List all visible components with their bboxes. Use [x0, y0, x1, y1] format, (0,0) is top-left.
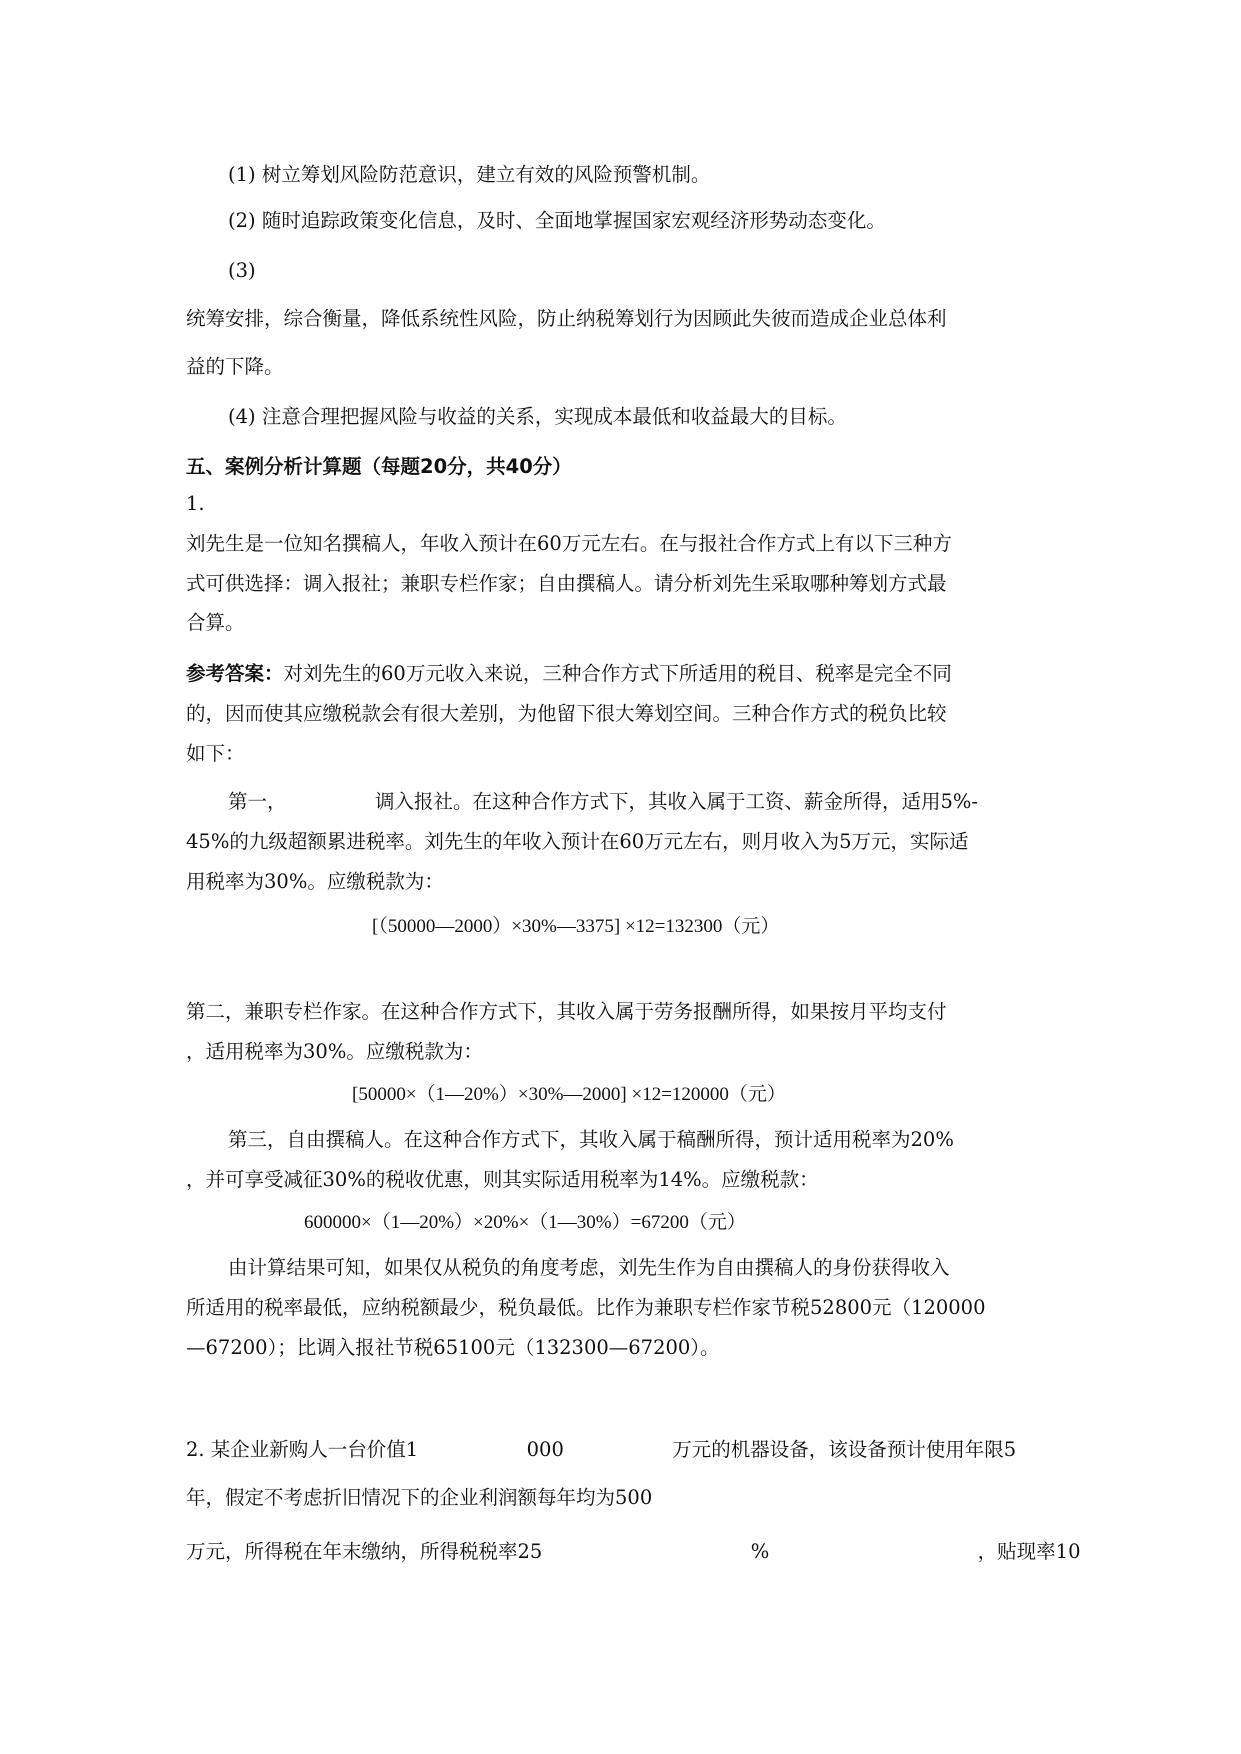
third-option-line1: 第三，自由撰稿人。在这种合作方式下，其收入属于稿酬所得，预计适用税率为20% [228, 1128, 954, 1151]
conclusion-line1: 由计算结果可知，如果仅从税负的角度考虑，刘先生作为自由撰稿人的身份获得收入 [228, 1256, 950, 1279]
question-2-text-a: 2. 某企业新购人一台价值1 [186, 1438, 419, 1461]
conclusion-line3: —67200）；比调入报社节税65100元（132300—67200）。 [186, 1336, 720, 1359]
answer-label: 参考答案： [186, 662, 284, 685]
question-2-text-b: 000 [526, 1438, 564, 1461]
first-option-line2: 45%的九级超额累进税率。刘先生的年收入预计在60万元左右，则月收入为5万元，实际适 [186, 830, 969, 853]
risk-item-3-line2: 益的下降。 [186, 355, 284, 378]
question-2-text-c: 万元的机器设备，该设备预计使用年限5 [672, 1438, 1017, 1461]
section-heading: 五、案例分析计算题（每题20分，共40分） [186, 455, 572, 478]
question-2-text-e: % [750, 1540, 770, 1563]
question-2-text-d: 万元，所得税在年末缴纳，所得税税率25 [186, 1540, 543, 1563]
first-option-line3: 用税率为30%。应缴税款为： [186, 870, 444, 893]
first-option-prefix: 第一， [228, 790, 287, 813]
first-option-line1: 调入报社。在这种合作方式下，其收入属于工资、薪金所得，适用5%- [375, 790, 979, 813]
question-1-line3: 合算。 [186, 611, 245, 634]
formula-3: 600000×（1—20%）×20%×（1—30%）=67200（元） [304, 1212, 746, 1233]
answer-line2: 的，因而使其应缴税款会有很大差别，为他留下很大筹划空间。三种合作方式的税负比较 [186, 702, 947, 725]
question-2-line3 [186, 1538, 1081, 1566]
risk-item-2: (2) 随时追踪政策变化信息，及时、全面地掌握国家宏观经济形势动态变化。 [228, 209, 886, 232]
formula-2: [50000×（1—20%）×30%—2000] ×12=120000（元） [352, 1084, 786, 1105]
answer-text: 对刘先生的60万元收入来说，三种合作方式下所适用的税目、税率是完全不同 [283, 662, 952, 685]
risk-item-1: (1) 树立筹划风险防范意识，建立有效的风险预警机制。 [228, 163, 711, 186]
second-option-line2: ，适用税率为30%。应缴税款为： [186, 1040, 483, 1063]
question-1-line2: 式可供选择：调入报社；兼职专栏作家；自由撰稿人。请分析刘先生采取哪种筹划方式最 [186, 572, 947, 595]
question-1-number: 1. [186, 492, 205, 515]
second-option-line1: 第二，兼职专栏作家。在这种合作方式下，其收入属于劳务报酬所得，如果按月平均支付 [186, 1000, 947, 1023]
question-2-line1 [186, 1436, 1016, 1464]
answer-line3: 如下： [186, 742, 245, 765]
question-1-line1: 刘先生是一位知名撰稿人，年收入预计在60万元左右。在与报社合作方式上有以下三种方 [186, 532, 952, 555]
risk-item-4: (4) 注意合理把握风险与收益的关系，实现成本最低和收益最大的目标。 [228, 405, 847, 428]
third-option-line2: ，并可享受减征30%的税收优惠，则其实际适用税率为14%。应缴税款： [186, 1168, 819, 1191]
conclusion-line2: 所适用的税率最低，应纳税额最少，税负最低。比作为兼职专栏作家节税52800元（120000 [186, 1296, 986, 1319]
question-2-text-f: ，贴现率10 [977, 1540, 1081, 1563]
risk-item-3-label: (3) [228, 259, 256, 282]
answer-line1 [186, 660, 952, 688]
question-2-line2: 年，假定不考虑折旧情况下的企业利润额每年均为500 [186, 1486, 653, 1509]
risk-item-3-line1: 统筹安排，综合衡量，降低系统性风险，防止纳税筹划行为因顾此失彼而造成企业总体利 [186, 307, 947, 330]
formula-1: [（50000—2000）×30%—3375] ×12=132300（元） [372, 916, 780, 937]
